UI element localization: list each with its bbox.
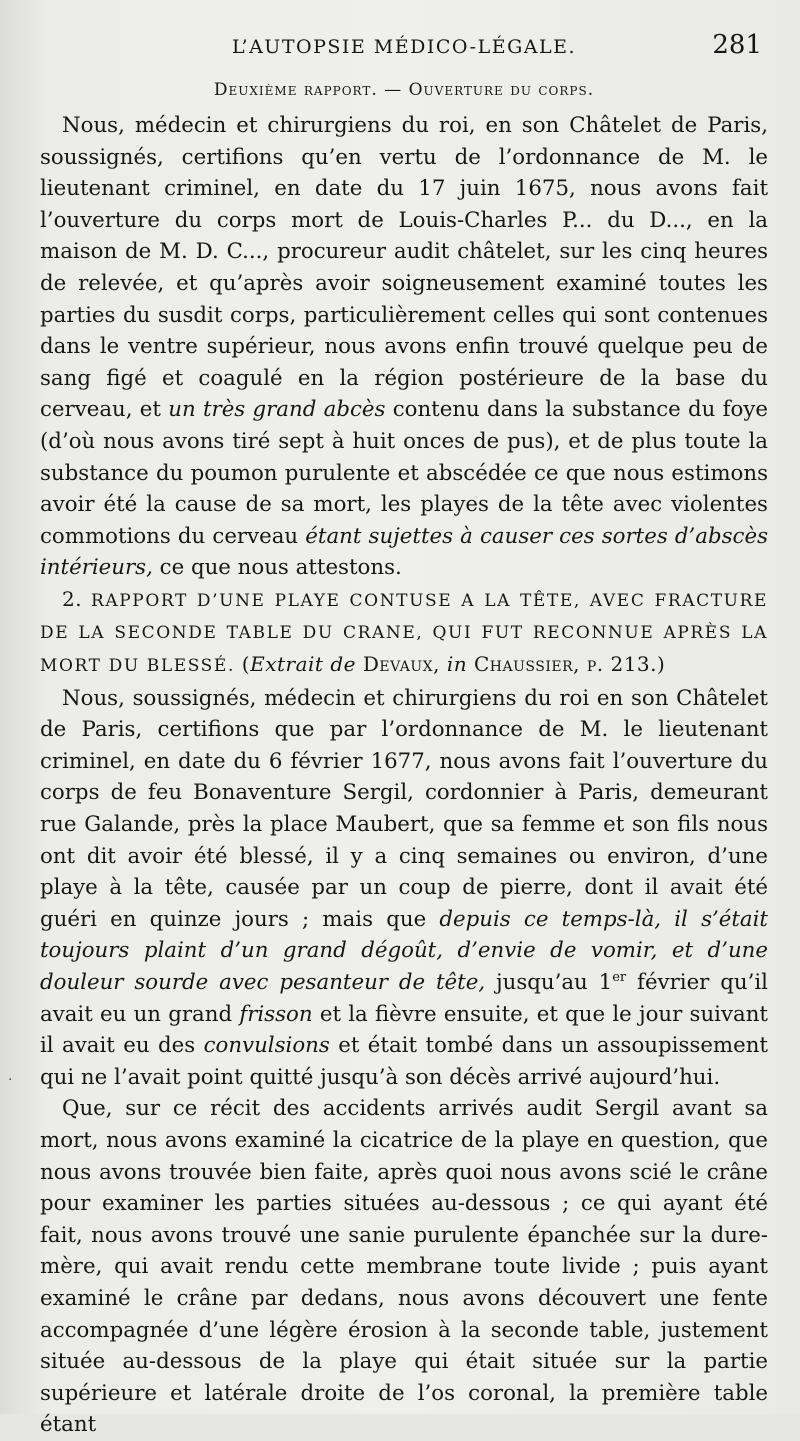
section-heading-dash: — <box>377 80 409 100</box>
paragraph-italic: étant sujettes à causer ces sortes d’abscès intérieurs, <box>40 523 769 581</box>
section-heading-part-1: Deuxième rapport. <box>213 80 378 100</box>
paragraph-italic: un très grand abcès <box>168 397 386 423</box>
paragraph-first-report <box>40 110 768 584</box>
report-source-author: Devaux, <box>355 652 447 677</box>
paragraph-text: et était tombé dans un assoupissement qui ne l’avait point quitté jusqu’à son décès arrivé aujourd’hui. <box>40 1033 768 1090</box>
report-source-italic: in <box>446 652 468 677</box>
paragraph-italic: convulsions <box>203 1033 330 1059</box>
running-head <box>40 30 768 70</box>
paragraph-text: Nous, médecin et chirurgiens du roi, en son Châtelet de Paris, soussignés, certifions qu’en vertu de l’ordonnance de M. le lieutenant criminel, en date du 17 juin 1675, nous avons fait l’ouverture du corps mort de Louis-Charles P... du D..., en la maison de M. D. C..., procureur audit châtelet, sur les cinq heures de relevée, et qu’après avoir soigneusement examiné toutes les parties du susdit corps, particulièrement celles qui sont contenues dans le ventre supérieur, nous avons enfin trouvé quelque peu de sang figé et coagulé en la région postérieure de la base du cerveau, et <box>40 113 768 423</box>
section-heading-part-2: Ouverture du corps. <box>408 80 595 100</box>
report-source-reference: Chaussier, p. 213.) <box>467 652 666 677</box>
paragraph-italic: frisson <box>239 1001 313 1027</box>
report-caption <box>40 584 768 683</box>
running-title: L’AUTOPSIE MÉDICO-LÉGALE. <box>231 36 576 58</box>
ordinal-superscript: er <box>612 969 627 985</box>
paragraph-text: Nous, soussignés, médecin et chirurgiens du roi en son Châtelet de Paris, certifions que par l’ordonnance de M. le lieutenant criminel, en date du 6 février 1677, nous avons fait l’ouverture du corps de feu Bonaventure Sergil, cordonnier à Paris, demeurant rue Galande, près la place Maubert, que sa femme et son fils nous ont dit avoir été blessé, il y a cinq semaines ou environ, d’une playe à la tête, causée par un coup de pierre, dont il avait été guéri en quinze jours ; mais que <box>40 685 768 932</box>
report-source-italic: Extrait de <box>250 652 356 677</box>
paragraph-italic: depuis ce temps-là, il s’était toujours plaint d’un grand dégoût, d’envie de vomir, et d’une douleur sourde avec pesanteur de tête, <box>40 906 768 996</box>
report-number: 2. <box>62 586 91 611</box>
report-title: RAPPORT D’UNE PLAYE CONTUSE A LA TÊTE, AVEC FRACTURE DE LA SECONDE TABLE DU CRANE, QUI FUT RECONNUE APRÈS LA MORT DU BLESSÉ. <box>40 590 768 677</box>
section-heading <box>40 80 768 100</box>
paragraph-text: et la fièvre ensuite, et que le jour suivant il avait eu des <box>40 1001 768 1059</box>
paragraph-text: ce que nous attestons. <box>152 555 402 581</box>
paragraph-second-report <box>40 683 768 1094</box>
paragraph-text: contenu dans la substance du foye (d’où nous avons tiré sept à huit onces de pus), et de plus toute la substance du poumon purulente et abscédée ce que nous estimons avoir été la cause de sa mort, les playes de la tête avec violentes commotions du cerveau <box>40 397 768 549</box>
report-source-text: ( <box>234 652 251 677</box>
margin-dot: . <box>8 1068 13 1084</box>
paragraph-text: jusqu’au 1 <box>485 970 613 996</box>
paragraph-text: février qu’il avait eu un grand <box>40 970 768 1027</box>
paragraph-examination: Que, sur ce récit des accidents arrivés audit Sergil avant sa mort, nous avons examiné la cicatrice de la playe en question, que nous avons trouvée bien faite, après quoi nous avons scié le crâne pour examiner les parties situées au-dessous ; ce qui ayant été fait, nous avons trouvé une sanie purulente épanchée sur la dure-mère, qui avait rendu cette membrane toute livide ; puis ayant examiné le crâne par dedans, nous avons découvert une fente accompagnée d’une légère érosion à la seconde table, justement située au-dessous de la playe qui était située sur la partie supérieure et latérale droite de l’os coronal, la première table étant <box>40 1096 768 1438</box>
page-number: 281 <box>712 30 762 60</box>
